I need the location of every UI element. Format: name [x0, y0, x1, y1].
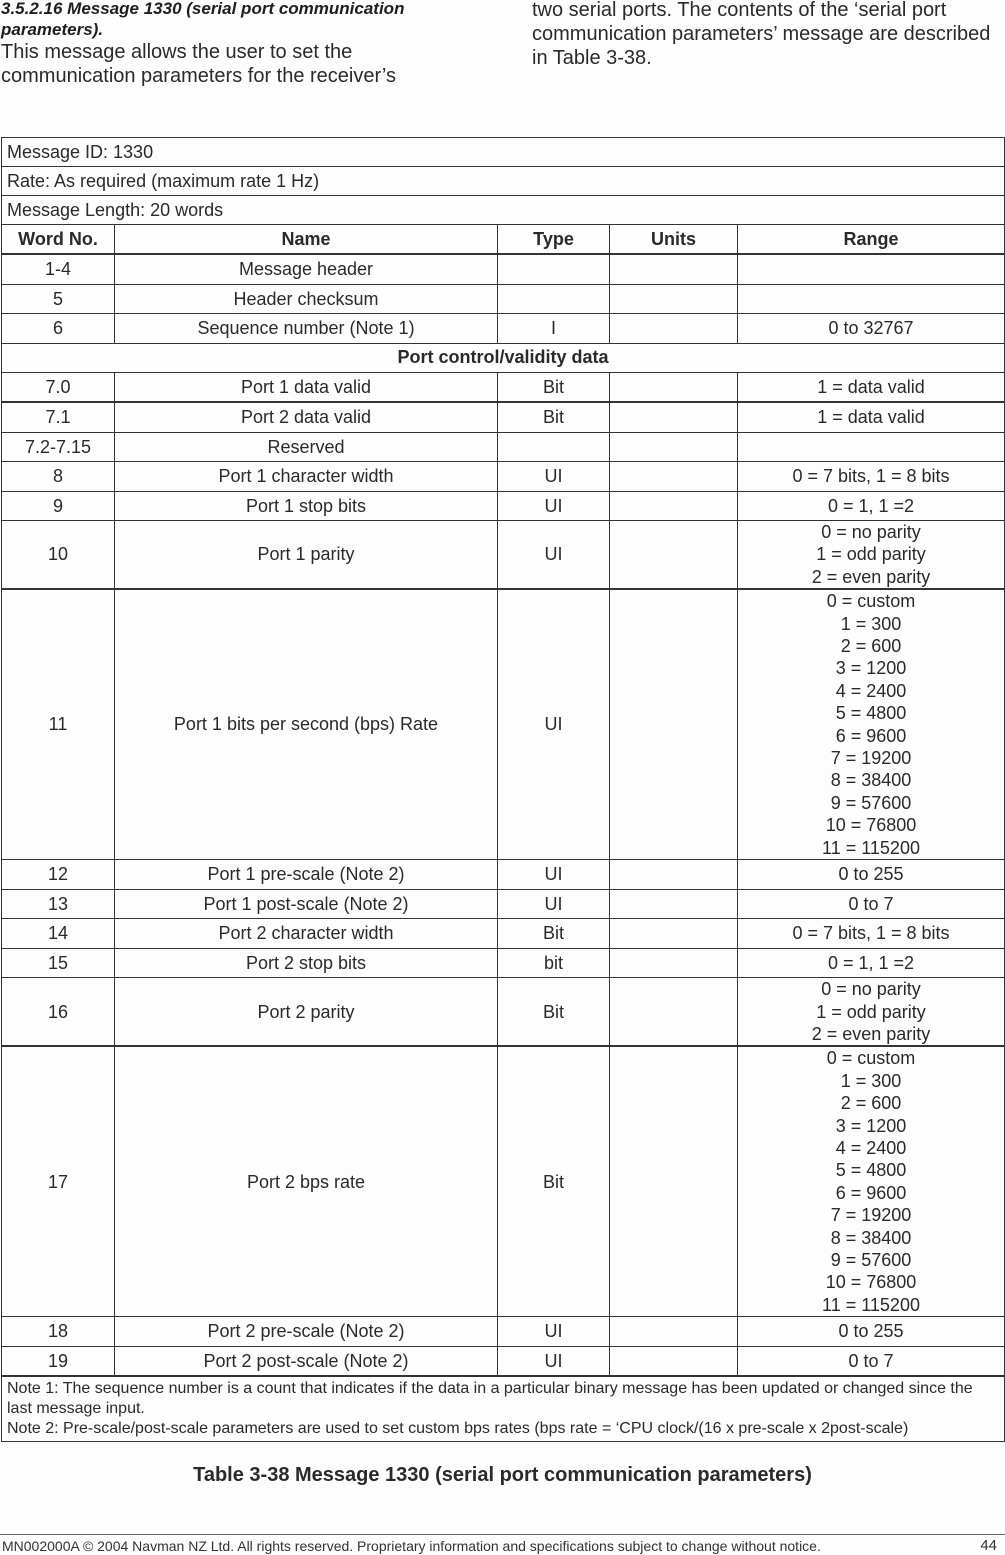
cell-units: [610, 889, 738, 919]
header-type: Type: [498, 225, 610, 255]
table-notes: [2, 1376, 1005, 1442]
intro-left-column: [1, 0, 471, 88]
table-row: [2, 314, 1005, 344]
table-row: [2, 919, 1005, 949]
note-2: Note 2: Pre-scale/post-scale parameters are used to set custom bps rates (bps rate = ‘CPU clock/(16 x pre-scale x 2post-scale): [7, 1420, 909, 1438]
table-row: [2, 432, 1005, 462]
section-row: [2, 343, 1005, 372]
cell-units: [610, 1346, 738, 1376]
cell-units: [610, 860, 738, 890]
cell-name: Port 2 character width: [115, 919, 498, 949]
cell-range: 0 = custom 1 = 300 2 = 600 3 = 1200 4 = 2400 5 = 4800 6 = 9600 7 = 19200 8 = 38400 9 = 57600 10 = 76800 11 = 115200: [738, 589, 1005, 859]
cell-name: Port 1 post-scale (Note 2): [115, 889, 498, 919]
cell-word: 9: [2, 491, 115, 521]
cell-word: 12: [2, 860, 115, 890]
table-row: [2, 1317, 1005, 1347]
table-row: [2, 1346, 1005, 1376]
page-footer: [0, 1534, 1005, 1555]
cell-word: 7.2-7.15: [2, 432, 115, 462]
cell-units: [610, 589, 738, 859]
cell-type: bit: [498, 948, 610, 978]
intro-left-text: This message allows the user to set the communication parameters for the receiver’s: [1, 41, 396, 87]
cell-word: 17: [2, 1046, 115, 1316]
cell-type: UI: [498, 889, 610, 919]
cell-units: [610, 402, 738, 432]
page-number: 44: [980, 1537, 997, 1554]
cell-type: Bit: [498, 402, 610, 432]
table-row: [2, 889, 1005, 919]
table-row: [2, 589, 1005, 859]
cell-word: 15: [2, 948, 115, 978]
cell-range: 1 = data valid: [738, 372, 1005, 402]
cell-type: [498, 284, 610, 314]
cell-name: Port 2 bps rate: [115, 1046, 498, 1316]
cell-units: [610, 314, 738, 344]
header-name: Name: [115, 225, 498, 255]
table-row: [2, 860, 1005, 890]
cell-word: 11: [2, 589, 115, 859]
cell-type: [498, 254, 610, 284]
cell-range: 0 to 7: [738, 889, 1005, 919]
cell-range: [738, 432, 1005, 462]
cell-name: Port 1 parity: [115, 521, 498, 590]
cell-range: 0 to 32767: [738, 314, 1005, 344]
cell-type: UI: [498, 1317, 610, 1347]
cell-word: 1-4: [2, 254, 115, 284]
cell-type: UI: [498, 589, 610, 859]
cell-type: Bit: [498, 978, 610, 1047]
cell-word: 7.1: [2, 402, 115, 432]
cell-name: Sequence number (Note 1): [115, 314, 498, 344]
cell-type: Bit: [498, 919, 610, 949]
cell-type: UI: [498, 1346, 610, 1376]
cell-word: 7.0: [2, 372, 115, 402]
cell-word: 6: [2, 314, 115, 344]
cell-name: Message header: [115, 254, 498, 284]
cell-word: 5: [2, 284, 115, 314]
cell-name: Port 2 pre-scale (Note 2): [115, 1317, 498, 1347]
header-units: Units: [610, 225, 738, 255]
cell-name: Reserved: [115, 432, 498, 462]
cell-type: I: [498, 314, 610, 344]
cell-range: 0 to 255: [738, 1317, 1005, 1347]
cell-type: UI: [498, 462, 610, 492]
cell-name: Port 1 pre-scale (Note 2): [115, 860, 498, 890]
cell-type: UI: [498, 491, 610, 521]
cell-units: [610, 919, 738, 949]
table-row: [2, 1046, 1005, 1316]
cell-name: Port 2 stop bits: [115, 948, 498, 978]
cell-type: Bit: [498, 1046, 610, 1316]
cell-range: 0 = no parity 1 = odd parity 2 = even parity: [738, 978, 1005, 1047]
message-table: [1, 137, 1005, 1442]
message-length: Message Length: 20 words: [2, 196, 1005, 225]
cell-type: UI: [498, 521, 610, 590]
cell-units: [610, 462, 738, 492]
table-row: [2, 491, 1005, 521]
cell-type: UI: [498, 860, 610, 890]
cell-range: 0 = custom 1 = 300 2 = 600 3 = 1200 4 = 2400 5 = 4800 6 = 9600 7 = 19200 8 = 38400 9 = 57600 10 = 76800 11 = 115200: [738, 1046, 1005, 1316]
cell-type: [498, 432, 610, 462]
cell-name: Port 1 character width: [115, 462, 498, 492]
cell-name: Port 2 parity: [115, 978, 498, 1047]
cell-units: [610, 1317, 738, 1347]
cell-word: 8: [2, 462, 115, 492]
cell-type: Bit: [498, 372, 610, 402]
footer-copyright: MN002000A © 2004 Navman NZ Ltd. All rights reserved. Proprietary information and specifications subject to change without notice.: [2, 1538, 821, 1554]
table-row: [2, 372, 1005, 402]
cell-units: [610, 521, 738, 590]
section-title: 3.5.2.16 Message 1330 (serial port communication parameters).: [1, 0, 405, 39]
cell-word: 19: [2, 1346, 115, 1376]
cell-name: Port 1 data valid: [115, 372, 498, 402]
header-word-no: Word No.: [2, 225, 115, 255]
cell-units: [610, 978, 738, 1047]
cell-range: 1 = data valid: [738, 402, 1005, 432]
cell-range: 0 = 7 bits, 1 = 8 bits: [738, 919, 1005, 949]
header-range: Range: [738, 225, 1005, 255]
intro-section: [0, 0, 1005, 130]
table-row: [2, 284, 1005, 314]
table-row: [2, 978, 1005, 1047]
cell-word: 18: [2, 1317, 115, 1347]
cell-word: 16: [2, 978, 115, 1047]
cell-word: 14: [2, 919, 115, 949]
cell-units: [610, 432, 738, 462]
intro-right-text: two serial ports. The contents of the ‘serial port communication parameters’ message are described in Table 3-38.: [532, 0, 991, 69]
cell-units: [610, 372, 738, 402]
cell-units: [610, 1046, 738, 1316]
cell-range: 0 = no parity 1 = odd parity 2 = even parity: [738, 521, 1005, 590]
section-label: Port control/validity data: [2, 343, 1005, 372]
message-id: Message ID: 1330: [2, 138, 1005, 167]
table-row: [2, 521, 1005, 590]
notes-row: [2, 1376, 1005, 1442]
cell-range: 0 to 255: [738, 860, 1005, 890]
cell-word: 13: [2, 889, 115, 919]
table-header-row: [2, 225, 1005, 255]
table-row: [2, 462, 1005, 492]
cell-name: Port 2 post-scale (Note 2): [115, 1346, 498, 1376]
cell-range: [738, 254, 1005, 284]
table-caption: Table 3-38 Message 1330 (serial port communication parameters): [193, 1464, 812, 1486]
intro-right-column: [532, 0, 992, 70]
cell-name: Port 1 bits per second (bps) Rate: [115, 589, 498, 859]
cell-name: Port 1 stop bits: [115, 491, 498, 521]
cell-range: [738, 284, 1005, 314]
cell-units: [610, 948, 738, 978]
cell-units: [610, 491, 738, 521]
cell-range: 0 = 7 bits, 1 = 8 bits: [738, 462, 1005, 492]
cell-name: Port 2 data valid: [115, 402, 498, 432]
message-rate: Rate: As required (maximum rate 1 Hz): [2, 167, 1005, 196]
cell-name: Header checksum: [115, 284, 498, 314]
table-row: [2, 402, 1005, 432]
cell-range: 0 to 7: [738, 1346, 1005, 1376]
cell-units: [610, 254, 738, 284]
table-row: [2, 254, 1005, 284]
cell-range: 0 = 1, 1 =2: [738, 948, 1005, 978]
cell-units: [610, 284, 738, 314]
note-1: Note 1: The sequence number is a count that indicates if the data in a particular binary message has been updated or changed since the last message input.: [7, 1380, 973, 1418]
cell-word: 10: [2, 521, 115, 590]
cell-range: 0 = 1, 1 =2: [738, 491, 1005, 521]
table-row: [2, 948, 1005, 978]
